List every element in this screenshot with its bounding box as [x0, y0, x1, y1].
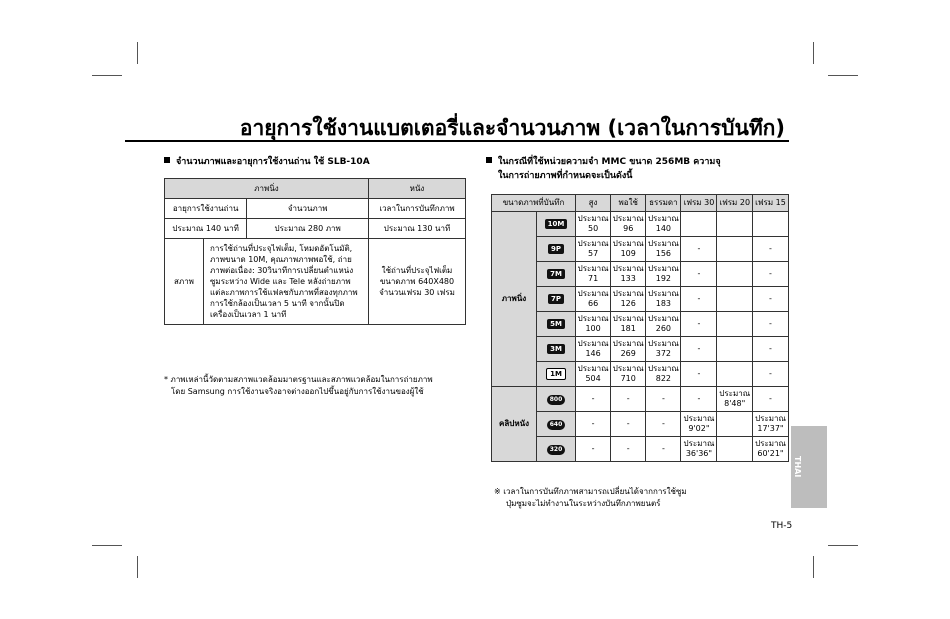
- table-row: [492, 412, 789, 437]
- condition-still: การใช้ถ่านที่ประจุไฟเต็ม, โหมดอัตโนมัติ, ภาพขนาด 10M, คุณภาพภาพพอใช้, ถ่ายภาพต่อเนื่อง: 30วินาทีการเปลี่ยนตำแหน่งซูมระหว่าง Wide และ Tele หลังถ่ายภาพแต่ละภาพการใช้แฟลชกับภาพที่สองทุกภาพการใช้กล้องเป็นเวลา 5 นาที จากนั้นปิดเครื่องเป็นเวลา 1 นาที: [204, 239, 369, 325]
- left-footnote-1: * ภาพเหล่านี้วัดตามสภาพแวดล้อมมาตรฐานและสภาพแวดล้อมในการถ่ายภาพ: [164, 375, 433, 384]
- bullet-square-icon: [486, 157, 492, 163]
- header-quality-high: สูง: [576, 195, 611, 212]
- resolution-9p-icon: 9P: [548, 244, 564, 254]
- resolution-icon-cell: [537, 387, 576, 412]
- title-divider: [125, 140, 789, 142]
- cell-fine: -: [611, 412, 646, 437]
- value-record-time: ประมาณ 130 นาที: [369, 219, 466, 239]
- crop-mark: [137, 42, 138, 64]
- right-heading-line-1: ในกรณีที่ใช้หน่วยความจำ MMC ขนาด 256MB ความจุ: [498, 157, 721, 167]
- right-heading-line-2: ในการถ่ายภาพที่กำหนดจะเป็นดังนี้: [498, 171, 633, 181]
- crop-mark: [813, 556, 814, 578]
- value-battery-life: ประมาณ 140 นาที: [165, 219, 247, 239]
- resolution-icon-cell: [537, 262, 576, 287]
- resolution-640-icon: 640: [547, 420, 566, 430]
- value-image-count: ประมาณ 280 ภาพ: [247, 219, 369, 239]
- cell-normal: ประมาณ 192: [646, 262, 681, 287]
- resolution-5m-icon: 5M: [547, 319, 565, 329]
- resolution-icon-cell: [537, 237, 576, 262]
- right-footnote-1: ※ เวลาในการบันทึกภาพสามารถเปลี่ยนได้จากการใช้ซูม: [494, 487, 687, 496]
- cell-high: ประมาณ 50: [576, 212, 611, 237]
- cell-f20: [717, 237, 753, 262]
- resolution-7m-icon: 7M: [547, 269, 565, 279]
- table-row: [492, 437, 789, 462]
- condition-movie: ใช้ถ่านที่ประจุไฟเต็ม ขนาดภาพ 640X480 จำนวนเฟรม 30 เฟรม: [369, 239, 466, 325]
- left-footnote-2: โดย Samsung การใช้งานจริงอาจต่างออกไปขึ้นอยู่กับการใช้งานของผู้ใช้: [171, 387, 424, 396]
- crop-mark: [137, 556, 138, 578]
- right-section-heading: [486, 156, 721, 168]
- still-group-label: ภาพนิ่ง: [492, 212, 537, 387]
- crop-mark: [828, 545, 858, 546]
- table-row: [492, 362, 789, 387]
- cell-fine: ประมาณ 269: [611, 337, 646, 362]
- cell-fine: ประมาณ 109: [611, 237, 646, 262]
- cell-fine: -: [611, 387, 646, 412]
- cell-high: ประมาณ 146: [576, 337, 611, 362]
- cell-high: -: [576, 412, 611, 437]
- condition-label: สภาพ: [165, 239, 204, 325]
- cell-f15: -: [753, 312, 789, 337]
- table-row: [492, 387, 789, 412]
- cell-f30: [681, 212, 717, 237]
- cell-fine: ประมาณ 181: [611, 312, 646, 337]
- resolution-10m-icon: 10M: [545, 219, 568, 229]
- cell-high: ประมาณ 100: [576, 312, 611, 337]
- col-still-header: ภาพนิ่ง: [165, 179, 369, 199]
- cell-f20: [717, 312, 753, 337]
- resolution-icon-cell: [537, 437, 576, 462]
- resolution-800-icon: 800: [547, 395, 566, 405]
- cell-f30: -: [681, 387, 717, 412]
- cell-f20: [717, 337, 753, 362]
- cell-normal: ประมาณ 140: [646, 212, 681, 237]
- cell-f20: [717, 362, 753, 387]
- cell-normal: ประมาณ 372: [646, 337, 681, 362]
- resolution-icon-cell: [537, 337, 576, 362]
- header-image-size: ขนาดภาพที่บันทึก: [492, 195, 576, 212]
- cell-f30: -: [681, 312, 717, 337]
- header-quality-fine: พอใช้: [611, 195, 646, 212]
- resolution-icon-cell: [537, 362, 576, 387]
- cell-f20: [717, 287, 753, 312]
- cell-normal: ประมาณ 183: [646, 287, 681, 312]
- cell-fine: ประมาณ 126: [611, 287, 646, 312]
- cell-f30: -: [681, 237, 717, 262]
- cell-high: ประมาณ 71: [576, 262, 611, 287]
- cell-f15: -: [753, 387, 789, 412]
- side-tab-label: THAI: [793, 456, 802, 478]
- cell-high: ประมาณ 504: [576, 362, 611, 387]
- resolution-icon-cell: [537, 287, 576, 312]
- cell-high: ประมาณ 66: [576, 287, 611, 312]
- page-number: TH-5: [771, 521, 793, 531]
- left-heading-text: จำนวนภาพและอายุการใช้งานถ่าน ใช้ SLB-10A: [176, 157, 370, 167]
- right-footnote-2: ปุ่มซูมจะไม่ทำงานในระหว่างบันทึกภาพยนตร์: [506, 499, 661, 508]
- cell-high: ประมาณ 57: [576, 237, 611, 262]
- resolution-icon-cell: [537, 412, 576, 437]
- cell-f15: ประมาณ 17'37": [753, 412, 789, 437]
- table-row: [492, 287, 789, 312]
- resolution-icon-cell: [537, 312, 576, 337]
- cell-f30: ประมาณ 36'36": [681, 437, 717, 462]
- cell-fine: ประมาณ 710: [611, 362, 646, 387]
- crop-mark: [92, 545, 122, 546]
- battery-life-table: [164, 178, 466, 325]
- resolution-3m-icon: 3M: [547, 344, 565, 354]
- table-row: [492, 312, 789, 337]
- language-side-tab: [791, 426, 827, 508]
- movie-group-label: คลิปหนัง: [492, 387, 537, 462]
- header-frame-30: เฟรม 30: [681, 195, 717, 212]
- crop-mark: [92, 75, 122, 76]
- cell-f20: ประมาณ 8'48": [717, 387, 753, 412]
- cell-f20: [717, 437, 753, 462]
- cell-f15: -: [753, 337, 789, 362]
- crop-mark: [813, 42, 814, 64]
- resolution-icon-cell: [537, 212, 576, 237]
- cell-f30: -: [681, 337, 717, 362]
- cell-f30: -: [681, 262, 717, 287]
- sub-header-battery-life: อายุการใช้งานถ่าน: [165, 199, 247, 219]
- cell-normal: -: [646, 412, 681, 437]
- col-movie-header: หนัง: [369, 179, 466, 199]
- bullet-square-icon: [164, 157, 170, 163]
- table-row: [492, 237, 789, 262]
- cell-normal: -: [646, 387, 681, 412]
- cell-normal: -: [646, 437, 681, 462]
- cell-f30: ประมาณ 9'02": [681, 412, 717, 437]
- header-quality-normal: ธรรมดา: [646, 195, 681, 212]
- cell-normal: ประมาณ 822: [646, 362, 681, 387]
- cell-f30: -: [681, 287, 717, 312]
- table-row: [492, 212, 789, 237]
- cell-fine: ประมาณ 96: [611, 212, 646, 237]
- cell-f15: -: [753, 287, 789, 312]
- cell-f15: [753, 212, 789, 237]
- sub-header-image-count: จำนวนภาพ: [247, 199, 369, 219]
- cell-f15: -: [753, 237, 789, 262]
- cell-high: -: [576, 387, 611, 412]
- cell-f20: [717, 262, 753, 287]
- capacity-table: [491, 194, 789, 462]
- left-section-heading: [164, 156, 370, 168]
- crop-mark: [828, 75, 858, 76]
- resolution-1m-icon: 1M: [546, 368, 566, 380]
- table-row: [492, 337, 789, 362]
- table-row: [492, 262, 789, 287]
- cell-f15: -: [753, 362, 789, 387]
- cell-fine: ประมาณ 133: [611, 262, 646, 287]
- cell-fine: -: [611, 437, 646, 462]
- cell-high: -: [576, 437, 611, 462]
- cell-normal: ประมาณ 156: [646, 237, 681, 262]
- cell-f20: [717, 212, 753, 237]
- resolution-320-icon: 320: [547, 445, 566, 455]
- sub-header-record-time: เวลาในการบันทึกภาพ: [369, 199, 466, 219]
- header-frame-20: เฟรม 20: [717, 195, 753, 212]
- resolution-7p-icon: 7P: [548, 294, 564, 304]
- cell-f15: -: [753, 262, 789, 287]
- cell-f20: [717, 412, 753, 437]
- cell-f15: ประมาณ 60'21": [753, 437, 789, 462]
- page-title: อายุการใช้งานแบตเตอรี่และจำนวนภาพ (เวลาในการบันทึก): [239, 116, 785, 140]
- header-frame-15: เฟรม 15: [753, 195, 789, 212]
- cell-normal: ประมาณ 260: [646, 312, 681, 337]
- cell-f30: -: [681, 362, 717, 387]
